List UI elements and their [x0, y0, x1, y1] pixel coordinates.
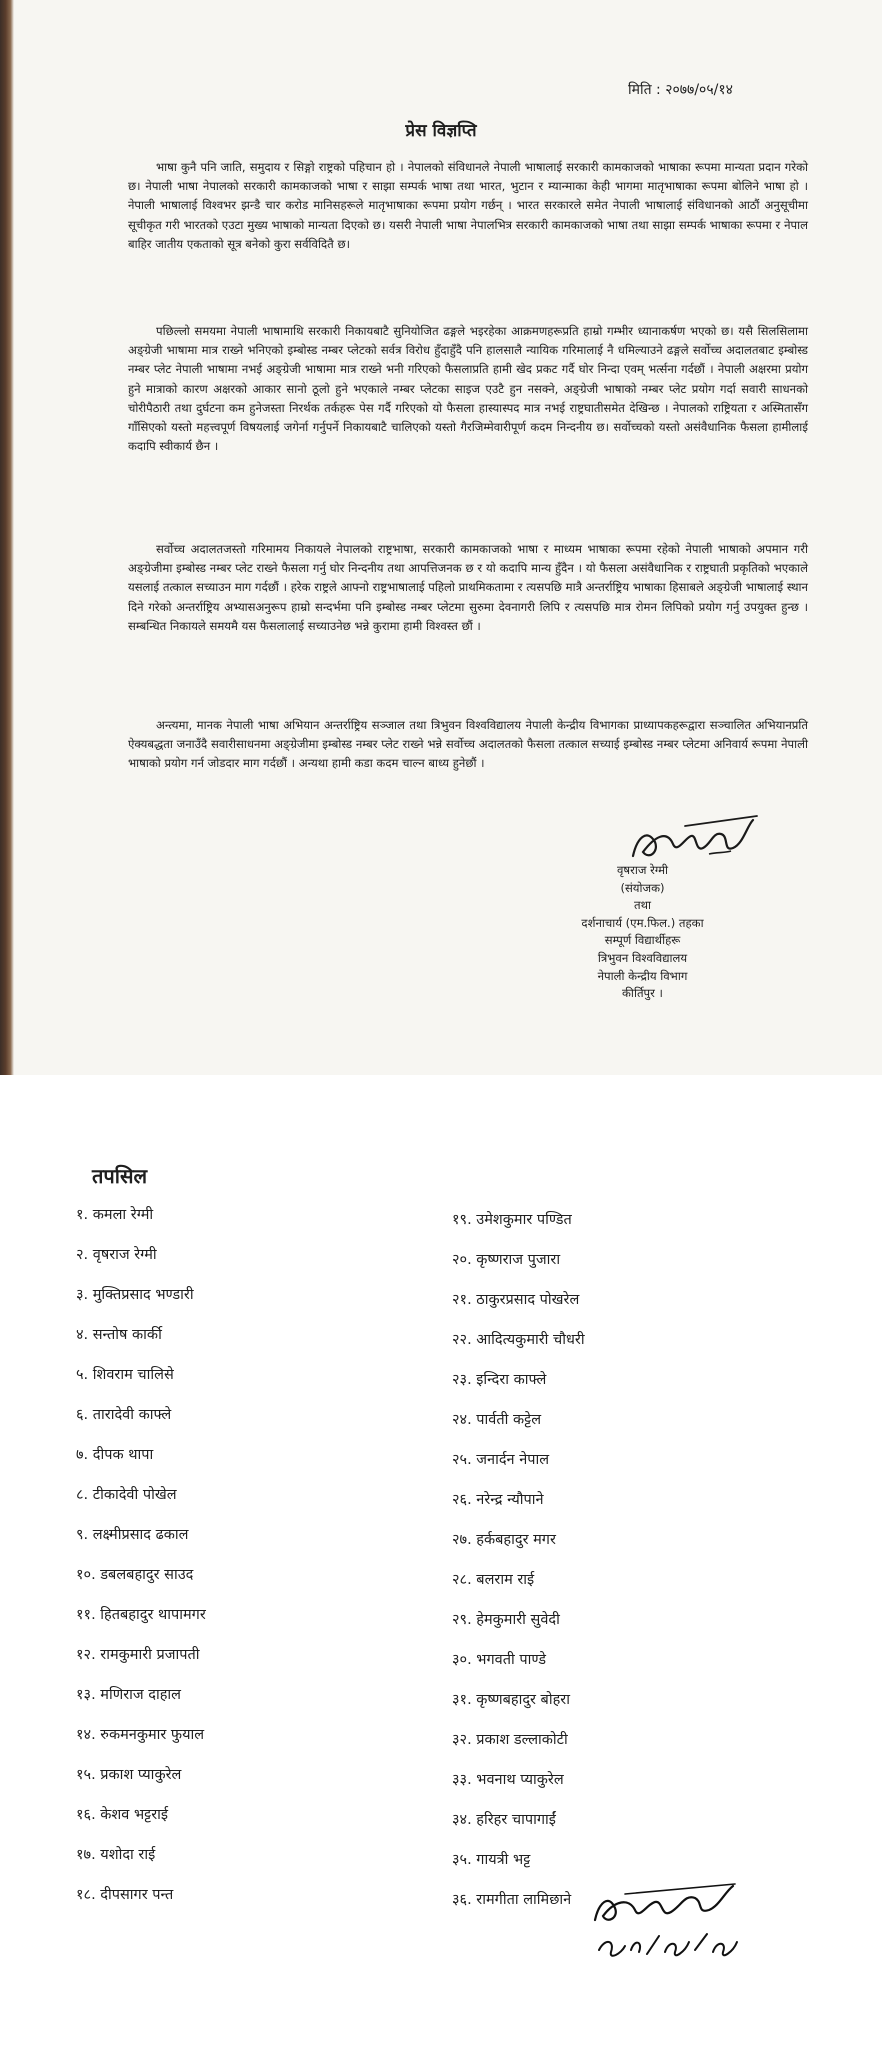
list-item: १. कमला रेग्मी [76, 1207, 154, 1223]
list-item: २०. कृष्णराज पुजारा [452, 1252, 561, 1268]
date-line: मिति : २०७७/०५/१४ [628, 82, 733, 98]
list-item: १५. प्रकाश प्याकुरेल [76, 1767, 182, 1783]
signatory-block [540, 862, 745, 1003]
signer-line: नेपाली केन्द्रीय विभाग [597, 968, 688, 983]
paragraph-2: पछिल्लो समयमा नेपाली भाषामाथि सरकारी निकायबाटै सुनियोजित ढङ्गले भइरहेका आक्रमणहरूप्रति हाम्रो गम्भीर ध्यानाकर्षण भएको छ। यसै सिलसिलामा अङ्ग्रेजी भाषामा मात्र राख्ने भनिएको इम्बोस्ड नम्बर प्लेटको सर्वत्र विरोध हुँदाहुँदै पनि हालसालै न्यायिक गरिमालाई नै धमिल्याउने ढङ्गले सर्वोच्च अदालतबाट इम्बोस्ड नम्बर प्लेट नेपाली भाषामा नभई अङ्ग्रेजी भाषामा मात्र राख्ने भनी गरिएको फैसलाप्रति हामी खेद प्रकट गर्दै घोर निन्दा एवम् भर्त्सना गर्दछौं । नेपाली अक्षरमा प्रयोग हुने मात्राको कारण अक्षरको आकार सानो ठूलो हुने भएकाले नम्बर प्लेटका साइज एउटै हुन नसक्ने, अङ्ग्रेजी भाषाको नम्बर प्लेट प्रयोग गर्दा सवारी साधनको चोरीपैठारी तथा दुर्घटना कम हुनेजस्ता निरर्थक तर्कहरू पेस गर्दै गरिएको यो फैसला हास्यास्पद मात्र नभई राष्ट्रघातीसमेत देखिन्छ । नेपालको राष्ट्रियता र अस्मितासँग गाँसिएको यस्तो महत्त्वपूर्ण विषयलाई ज‍गेर्ना गर्नुपर्ने निकायबाटै चालिएको यस्तो गैरजिम्मेवारीपूर्ण कदम निन्दनीय छ। सर्वोच्चको यस्तो असंवैधानिक फैसला हामीलाई कदापि स्वीकार्य छैन । [128, 324, 808, 454]
list-item: ४. सन्तोष कार्की [76, 1327, 162, 1343]
list-item: १३. मणिराज दाहाल [76, 1687, 182, 1703]
list-item: २९. हेमकुमारी सुवेदी [452, 1612, 560, 1628]
list-item: ९. लक्ष्मीप्रसाद ढकाल [76, 1527, 189, 1543]
list-item: २२. आदित्यकुमारी चौधरी [452, 1332, 585, 1348]
list-item: ६. तारादेवी काफ्ले [76, 1407, 172, 1423]
list-item: २१. ठाकुरप्रसाद पोखरेल [452, 1292, 580, 1308]
signer-line: त्रिभुवन विश्वविद्यालय [597, 950, 688, 965]
list-item: ३. मुक्तिप्रसाद भण्डारी [76, 1287, 194, 1303]
list-heading: तपसिल [92, 1164, 148, 1188]
signer-line: तथा [633, 898, 652, 913]
list-item: २४. पार्वती कट्टेल [452, 1412, 542, 1428]
page-title: प्रेस विज्ञप्ति [405, 121, 477, 141]
list-item: ७. दीपक थापा [76, 1447, 154, 1463]
list-item: ३३. भवनाथ प्याकुरेल [452, 1772, 564, 1788]
list-item: ३२. प्रकाश डल्लाकोटी [452, 1732, 568, 1748]
list-item: ११. हितबहादुर थापामगर [76, 1607, 206, 1623]
signer-line: सम्पूर्ण विद्यार्थीहरू [604, 933, 681, 948]
list-item: २३. इन्दिरा काफ्ले [452, 1372, 547, 1388]
list-item: १२. रामकुमारी प्रजापती [76, 1647, 200, 1663]
coordinator-signature [625, 808, 770, 868]
list-item: २८. बलराम राई [452, 1572, 535, 1588]
list-item: २५. जनार्दन नेपाल [452, 1452, 550, 1468]
list-item: ३६. रामगीता लामिछाने [452, 1892, 572, 1908]
signer-line: दर्शनाचार्य (एम.फिल.) तहका [581, 915, 704, 930]
list-item: १०. डबलबहादुर साउद [76, 1567, 194, 1583]
paragraph-1: भाषा कुनै पनि जाति, समुदाय र सिङ्गो राष्ट्रको पहिचान हो । नेपालको संविधानले नेपाली भाषालाई सरकारी कामकाजको भाषाका रूपमा मान्यता प्रदान गरेको छ। नेपाली भाषा नेपालको सरकारी कामकाजको भाषा र साझा सम्पर्क भाषा तथा भारत, भुटान र म्यान्माका केही भागमा मातृभाषाका रूपमा बोलिने भाषा हो । नेपाली भाषालाई विश्वभर झन्डै चार करोड मानिसहरूले मातृभाषाका रूपमा प्रयोग गर्छन् । भारत सरकारले समेत नेपाली भाषालाई संविधानको आठौं अनुसूचीमा सूचीकृत गरी भारतको एउटा मुख्य भाषाको मान्यता दिएको छ। यसरी नेपाली भाषा नेपालभित्र सरकारी कामकाजको भाषा तथा साझा सम्पर्क भाषाका रूपमा र नेपाल बाहिर जातीय एकताको सूत्र बनेको कुरा सर्वविदितै छ। [128, 160, 808, 251]
list-item: १६. केशव भट्टराई [76, 1807, 169, 1823]
list-item: १७. यशोदा राई [76, 1847, 156, 1863]
list-item: ५. शिवराम चालिसे [76, 1367, 174, 1383]
signatory-list-right [452, 1200, 585, 1920]
signer-line: कीर्तिपुर । [622, 986, 663, 1001]
list-item: १८. दीपसागर पन्त [76, 1887, 174, 1903]
signer-role: (संयोजक) [620, 880, 665, 895]
signatory-list-left [76, 1195, 206, 1915]
list-item: ३१. कृष्णबहादुर बोहरा [452, 1692, 570, 1708]
signer-name: वृषराज रेग्मी [616, 863, 669, 877]
list-item: ३५. गायत्री भट्ट [452, 1852, 531, 1868]
list-item: १४. रुकमनकुमार फुयाल [76, 1727, 205, 1743]
list-item: ३०. भगवती पाण्डे [452, 1652, 546, 1668]
paragraph-4: अन्त्यमा, मानक नेपाली भाषा अभियान अन्तर्राष्ट्रिय सञ्जाल तथा त्रिभुवन विश्वविद्यालय नेपाली केन्द्रीय विभागका प्राध्यापकहरूद्वारा सञ्चालित अभियानप्रति ऐक्यबद्धता जनाउँदै सवारीसाधनमा अङ्ग्रेजीमा इम्बोस्ड नम्बर प्लेट राख्ने भन्ने सर्वोच्च अदालतको फैसला तत्काल सच्याई इम्बोस्ड नम्बर प्लेटमा अनिवार्य रूपमा नेपाली भाषाको प्रयोग गर्न जोडदार माग गर्दछौं । अन्यथा हामी कडा कदम चाल्न बाध्य हुनेछौं । [128, 718, 808, 771]
list-item: ८. टीकादेवी पोखेल [76, 1487, 177, 1503]
list-item: २. वृषराज रेग्मी [76, 1247, 157, 1263]
list-item: ३४. हरिहर चापागाईं [452, 1812, 556, 1828]
list-item: १९. उमेशकुमार पण्डित [452, 1212, 572, 1228]
handwritten-signature-date [585, 1880, 745, 1975]
paragraph-3: सर्वोच्च अदालतजस्तो गरिमामय निकायले नेपालको राष्ट्रभाषा, सरकारी कामकाजको भाषा र माध्यम भाषाका रूपमा रहेको नेपाली भाषाको अपमान गरी अङ्ग्रेजीमा इम्बोस्ड नम्बर प्लेट राख्ने फैसला गर्नु घोर निन्दनीय तथा आपत्तिजनक छ र यो कदापि मान्य हुँदैन । यो फैसला असंवैधानिक र राष्ट्रघाती प्रकृतिको भएकाले यसलाई तत्काल सच्याउन माग गर्दछौं । हरेक राष्ट्रले आफ्नो राष्ट्रभाषालाई पहिलो प्राथमिकतामा र त्यसपछि मात्रै अन्तर्राष्ट्रिय भाषाका हिसाबले अङ्ग्रेजी भाषालाई स्थान दिने गरेको अन्तर्राष्ट्रिय अभ्यासअनुरूप हाम्रो सन्दर्भमा पनि इम्बोस्ड नम्बर प्लेटमा सुरुमा देवनागरी लिपि र त्यसपछि मात्र रोमन लिपिको प्रयोग गर्नु उपयुक्त हुन्छ । सम्बन्धित निकायले समयमै यस फैसलालाई सच्याउनेछ भन्ने कुरामा हामी विश्वस्त छौं । [128, 542, 808, 633]
list-item: २७. हर्कबहादुर मगर [452, 1532, 556, 1548]
list-item: २६. नरेन्द्र न्यौपाने [452, 1492, 544, 1508]
scanned-page-edge [0, 0, 14, 1075]
